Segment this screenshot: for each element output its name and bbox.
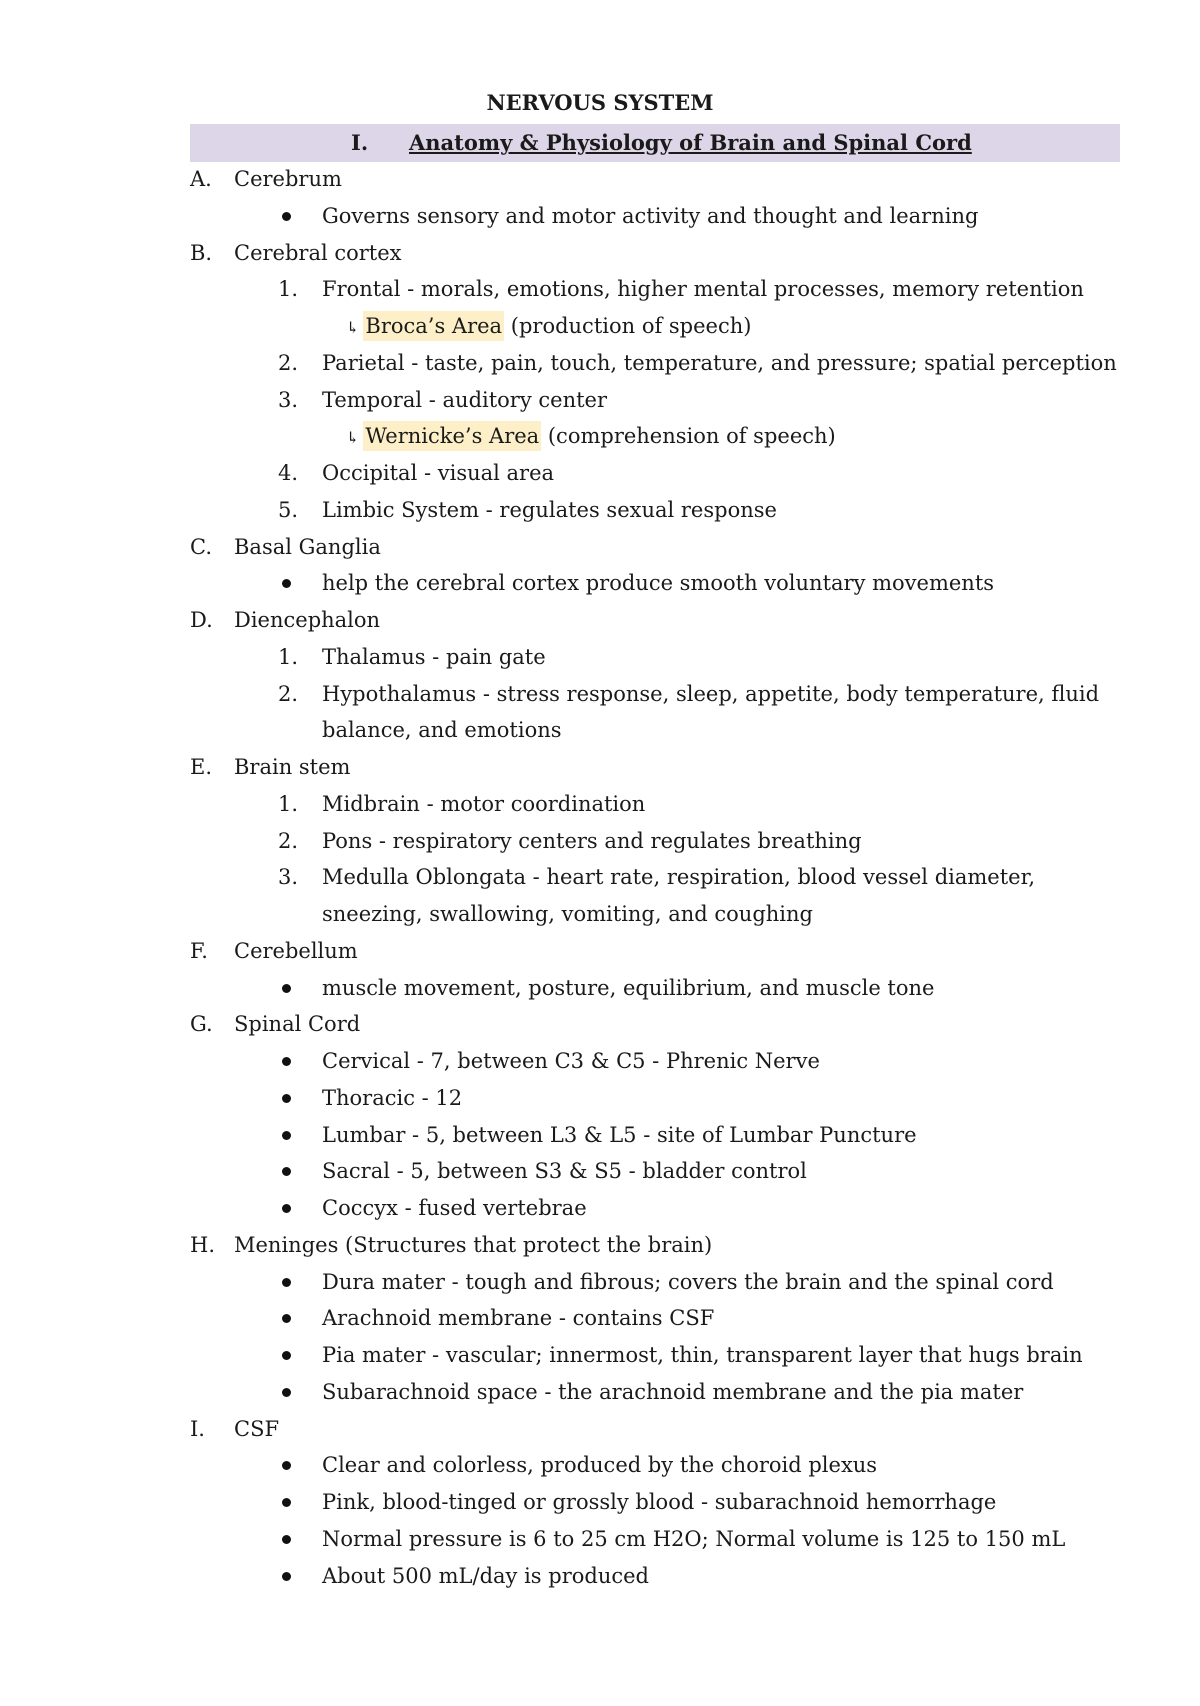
list-number: 1. — [278, 277, 299, 302]
outline-heading-marker: G. — [190, 1012, 213, 1037]
highlighted-term: Wernicke’s Area — [363, 421, 541, 451]
list-item-text: Temporal - auditory center — [322, 387, 608, 412]
bullet-item-text: Cervical - 7, between C3 & C5 - Phrenic Nerve — [322, 1049, 820, 1073]
outline-heading-marker: B. — [190, 240, 213, 265]
list-number: 3. — [278, 865, 299, 890]
list-item-text: Parietal - taste, pain, touch, temperature, and pressure; spatial perception — [322, 350, 1117, 375]
list-item-text: Limbic System - regulates sexual response — [322, 497, 777, 522]
sub-note — [346, 308, 751, 344]
list-item-text: Hypothalamus - stress response, sleep, appetite, body temperature, fluid — [322, 681, 1100, 706]
bullet-icon — [282, 1461, 291, 1470]
list-item-continuation: balance, and emotions — [322, 718, 562, 743]
bullet-icon — [282, 1535, 291, 1544]
list-number: 1. — [278, 644, 299, 669]
list-item-text: Medulla Oblongata - heart rate, respiration, blood vessel diameter, — [322, 865, 1035, 890]
list-number: 2. — [278, 681, 299, 706]
bullet-icon — [282, 1351, 291, 1360]
bullet-item-text: muscle movement, posture, equilibrium, and muscle tone — [322, 975, 935, 1000]
bullet-item-text: Governs sensory and motor activity and thought and learning — [322, 203, 979, 228]
outline-heading-marker: D. — [190, 608, 213, 632]
list-item-text: Midbrain - motor coordination — [322, 791, 646, 816]
list-number: 2. — [278, 350, 299, 375]
outline-heading: Cerebral cortex — [234, 240, 402, 265]
bullet-item-text: help the cerebral cortex produce smooth voluntary movements — [322, 571, 995, 596]
list-number: 1. — [278, 791, 299, 816]
outline-heading-marker: F. — [190, 938, 208, 963]
list-number: 5. — [278, 497, 299, 522]
bullet-item-text: Normal pressure is 6 to 25 cm H2O; Normal volume is 125 to 150 mL — [322, 1526, 1066, 1551]
sub-note — [346, 418, 836, 454]
return-arrow-icon: ↳ — [346, 318, 360, 337]
list-item-text: Pons - respiratory centers and regulates breathing — [322, 828, 862, 853]
outline-heading: Cerebellum — [234, 938, 358, 963]
list-item-text: Occipital - visual area — [322, 461, 555, 485]
bullet-item-text: Arachnoid membrane - contains CSF — [322, 1306, 715, 1331]
bullet-item-text: Clear and colorless, produced by the choroid plexus — [322, 1453, 878, 1478]
outline-heading: Diencephalon — [234, 608, 381, 632]
outline-heading: Spinal Cord — [234, 1012, 361, 1037]
sub-note-text: (production of speech) — [504, 314, 752, 338]
outline-heading: Meninges (Structures that protect the brain) — [234, 1232, 713, 1257]
list-item-text: Thalamus - pain gate — [322, 644, 546, 669]
bullet-icon — [282, 1498, 291, 1507]
bullet-item-text: Subarachnoid space - the arachnoid membrane and the pia mater — [322, 1379, 1024, 1404]
bullet-icon — [282, 1388, 291, 1397]
bullet-icon — [282, 212, 291, 221]
list-number: 4. — [278, 461, 299, 485]
bullet-icon — [282, 1204, 291, 1213]
bullet-item-text: Dura mater - tough and fibrous; covers the brain and the spinal cord — [322, 1269, 1054, 1294]
list-number: 2. — [278, 828, 299, 853]
bullet-item-text: Pink, blood-tinged or grossly blood - subarachnoid hemorrhage — [322, 1490, 997, 1514]
bullet-icon — [282, 1094, 291, 1103]
document-title: NERVOUS SYSTEM — [486, 90, 714, 115]
bullet-item-text: Thoracic - 12 — [322, 1085, 463, 1110]
bullet-item-text: Coccyx - fused vertebrae — [322, 1196, 587, 1220]
outline-heading: CSF — [234, 1416, 280, 1441]
bullet-icon — [282, 984, 291, 993]
bullet-item-text: Lumbar - 5, between L3 & L5 - site of Lumbar Puncture — [322, 1122, 917, 1147]
list-item-continuation: sneezing, swallowing, vomiting, and coughing — [322, 902, 813, 926]
outline-heading-marker: H. — [190, 1232, 215, 1257]
section-number: I. — [351, 130, 369, 155]
outline-heading-marker: E. — [190, 755, 213, 779]
sub-note-text: (comprehension of speech) — [541, 424, 836, 449]
outline-heading-marker: I. — [190, 1416, 205, 1441]
list-number: 3. — [278, 387, 299, 412]
bullet-icon — [282, 1278, 291, 1287]
list-item-text: Frontal - morals, emotions, higher mental processes, memory retention — [322, 277, 1084, 302]
bullet-icon — [282, 1167, 291, 1176]
outline-heading-marker: A. — [190, 167, 212, 191]
bullet-icon — [282, 1057, 291, 1066]
bullet-item-text: Sacral - 5, between S3 & S5 - bladder control — [322, 1159, 807, 1184]
outline-heading-marker: C. — [190, 534, 212, 559]
bullet-icon — [282, 1131, 291, 1140]
highlighted-term: Broca’s Area — [363, 311, 504, 341]
bullet-icon — [282, 1314, 291, 1323]
return-arrow-icon: ↳ — [346, 428, 360, 448]
bullet-item-text: Pia mater - vascular; innermost, thin, transparent layer that hugs brain — [322, 1343, 1083, 1367]
bullet-icon — [282, 1572, 291, 1581]
bullet-item-text: About 500 mL/day is produced — [322, 1563, 649, 1588]
outline-heading: Basal Ganglia — [234, 534, 381, 559]
outline-heading: Brain stem — [234, 755, 351, 779]
outline-heading: Cerebrum — [234, 167, 342, 191]
bullet-icon — [282, 579, 291, 588]
section-title: Anatomy & Physiology of Brain and Spinal Cord — [409, 130, 972, 155]
